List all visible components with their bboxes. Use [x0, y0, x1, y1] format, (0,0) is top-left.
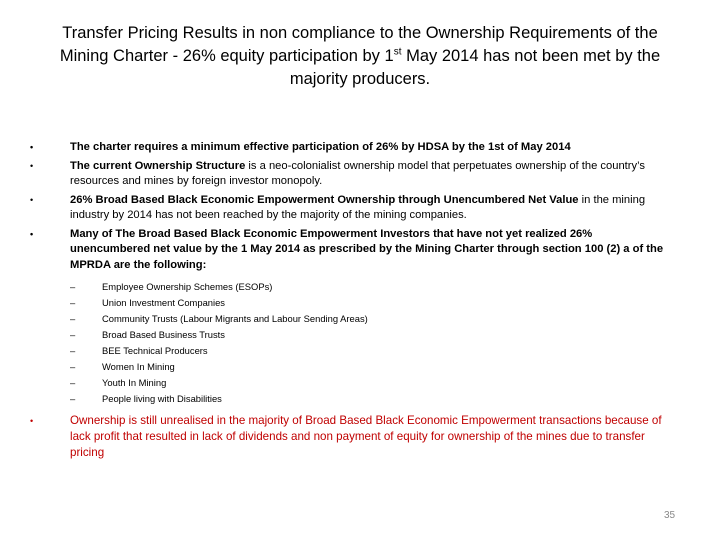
bullet-item [30, 159, 670, 190]
sub-list-item [70, 279, 670, 295]
sub-item-text: Youth In Mining [102, 377, 167, 388]
bullet-emphasis: The current Ownership Structure [70, 159, 246, 172]
title-line-2 [40, 45, 680, 68]
sub-item-text: Employee Ownership Schemes (ESOPs) [102, 281, 273, 292]
title-lead: Mining Charter - [59, 47, 179, 65]
dash-icon: – [70, 345, 76, 356]
page-number: 35 [664, 510, 676, 521]
bullet-icon: • [30, 160, 34, 171]
dash-icon: – [70, 393, 76, 404]
dash-icon: – [70, 361, 76, 372]
sub-item-text: People living with Disabilities [102, 393, 222, 404]
bullet-text: The charter requires a minimum effective participation of 26% by HDSA by the 1st of May 2014 [70, 141, 571, 153]
sub-list-item [70, 295, 670, 311]
bullet-text: in the mining industry by 2014 has not been reached by the majority of the mining companies. [70, 193, 646, 221]
sub-list-item [70, 327, 670, 343]
sub-item-text: BEE Technical Producers [102, 345, 208, 356]
bullet-item-highlight [30, 413, 670, 461]
bullet-icon: • [30, 416, 34, 426]
bullet-emphasis: 26% Broad Based Black Economic Empowerment Ownership through Unencumbered Net Value [70, 193, 579, 206]
bullet-item [30, 227, 670, 274]
title-text-a: 26% equity participation by 1 [178, 47, 394, 65]
sub-item-text: Community Trusts (Labour Migrants and Labour Sending Areas) [102, 313, 368, 324]
bullet-icon: • [30, 142, 34, 152]
bullet-list [30, 140, 670, 461]
title-line-3: majority producers. [289, 70, 431, 88]
bullet-icon: • [30, 194, 34, 205]
sub-list-item [70, 391, 670, 407]
sub-list-item [70, 311, 670, 327]
bullet-text: Ownership is still unrealised in the majority of Broad Based Black Economic Empowerment transactions because of lack profit that resulted in lack of dividends and non payment of equity for ownership of the mines due to transfer pricing [70, 414, 662, 459]
title-superscript: st [393, 46, 402, 58]
sub-list-item [70, 359, 670, 375]
bullet-icon: • [30, 228, 34, 239]
dash-icon: – [70, 313, 76, 324]
sub-list-item [70, 343, 670, 359]
title-line-1: Transfer Pricing Results in non compliance to the Ownership Requirements of the [62, 24, 658, 42]
sub-item-text: Broad Based Business Trusts [102, 329, 225, 340]
sub-item-text: Union Investment Companies [102, 297, 225, 308]
dash-icon: – [70, 329, 76, 340]
dash-icon: – [70, 297, 76, 308]
dash-icon: – [70, 377, 76, 388]
dash-icon: – [70, 281, 76, 292]
bullet-item [30, 193, 670, 224]
sub-list-item [70, 375, 670, 391]
sub-item-text: Women In Mining [102, 361, 175, 372]
title-text-b: May 2014 has not been met by the [401, 47, 661, 65]
bullet-item [30, 140, 670, 156]
sub-list [70, 279, 670, 407]
bullet-text: is a neo-colonialist ownership model that perpetuates ownership of the country’s resources and mines by foreign investor monopoly. [70, 159, 645, 187]
bullet-text: Many of The Broad Based Black Economic Empowerment Investors that have not yet realized 26% unencumbered net value by the 1 May 2014 as prescribed by the Mining Charter through section 100 (2) a of the MPRDA are the following: [70, 227, 664, 271]
slide-title [40, 22, 680, 91]
